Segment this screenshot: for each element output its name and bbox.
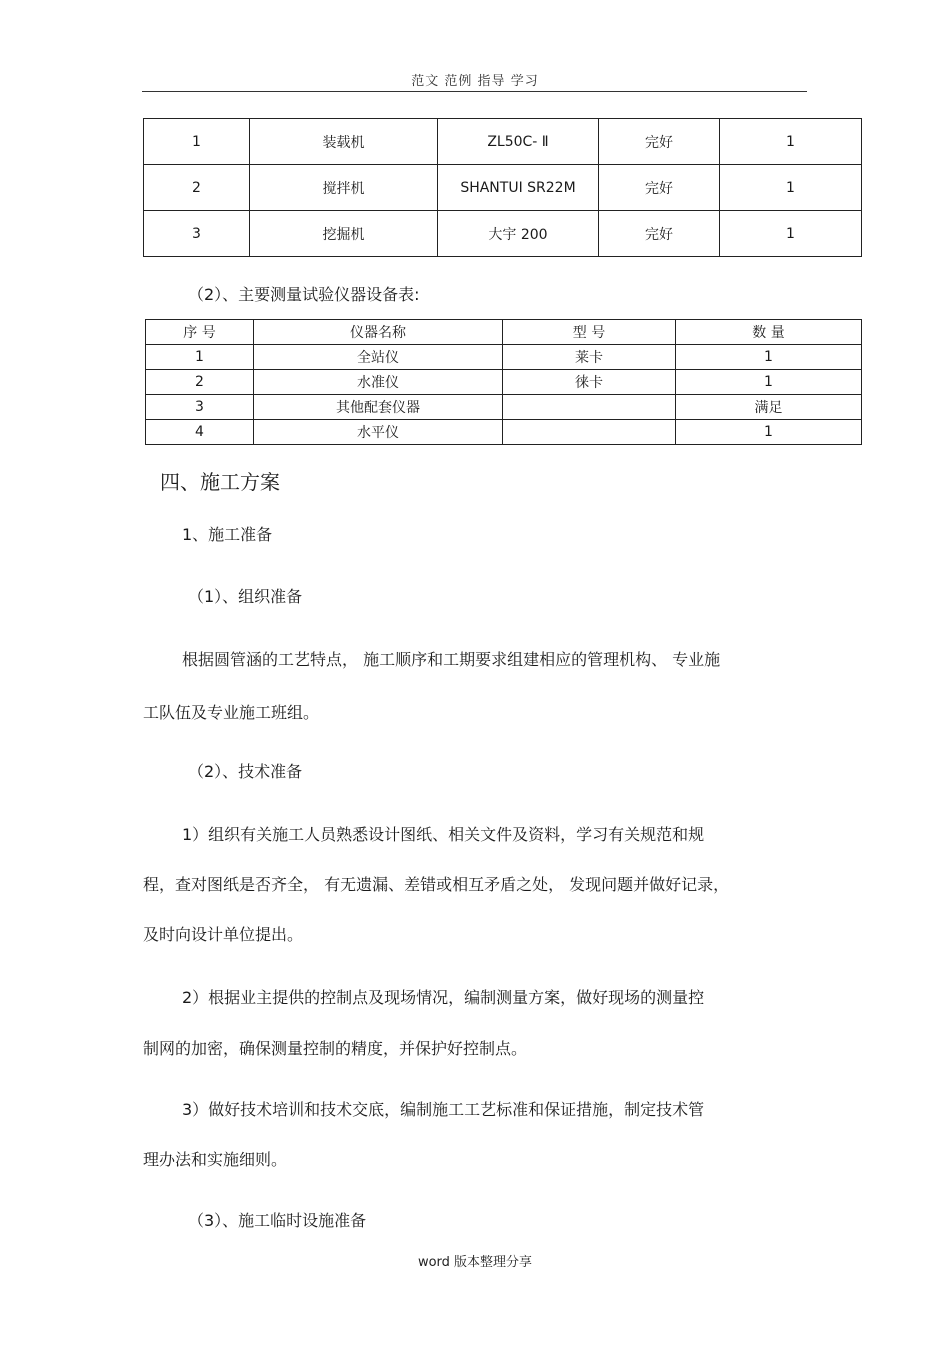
table-cell: ZL50C- Ⅱ bbox=[438, 119, 599, 165]
page-footer: word 版本整理分享 bbox=[417, 1255, 533, 1270]
table-cell: 完好 bbox=[599, 165, 720, 211]
table-cell: 1 bbox=[720, 165, 862, 211]
subheading-organization-prep: （1）、组织准备 bbox=[188, 587, 303, 606]
table-cell: 搅拌机 bbox=[250, 165, 438, 211]
table-cell: 3 bbox=[146, 395, 254, 420]
table-cell: 2 bbox=[144, 165, 250, 211]
paragraph-line: 工队伍及专业施工班组。 bbox=[143, 703, 320, 722]
table-cell: 1 bbox=[676, 370, 862, 395]
page-header: 范文 范例 指导 学习 bbox=[411, 74, 539, 89]
table-cell: 2 bbox=[146, 370, 254, 395]
column-header: 数 量 bbox=[676, 320, 862, 345]
column-header: 仪器名称 bbox=[254, 320, 503, 345]
table-row bbox=[146, 370, 862, 395]
section-title: 四、施工方案 bbox=[160, 470, 280, 494]
table-cell: 满足 bbox=[676, 395, 862, 420]
table-cell: 1 bbox=[720, 119, 862, 165]
table-row bbox=[146, 420, 862, 445]
table-cell: 装载机 bbox=[250, 119, 438, 165]
subheading-temporary-facilities: （3）、施工临时设施准备 bbox=[188, 1211, 367, 1230]
paragraph-line: 3）做好技术培训和技术交底，编制施工工艺标准和保证措施，制定技术管 bbox=[182, 1100, 705, 1119]
column-header: 序 号 bbox=[146, 320, 254, 345]
table-cell: 徕卡 bbox=[503, 370, 676, 395]
paragraph-line: 理办法和实施细则。 bbox=[143, 1150, 288, 1169]
paragraph-line: 1）组织有关施工人员熟悉设计图纸、相关文件及资料，学习有关规范和规 bbox=[182, 825, 705, 844]
table-row bbox=[144, 211, 862, 257]
table-cell bbox=[503, 395, 676, 420]
header-divider bbox=[142, 91, 807, 92]
instrument-table-caption: （2）、主要测量试验仪器设备表: bbox=[188, 285, 420, 304]
paragraph-line: 2）根据业主提供的控制点及现场情况，编制测量方案，做好现场的测量控 bbox=[182, 988, 705, 1007]
subheading-construction-prep: 1、施工准备 bbox=[182, 525, 273, 544]
table-cell: 挖掘机 bbox=[250, 211, 438, 257]
table-cell: 水准仪 bbox=[254, 370, 503, 395]
equipment-table bbox=[143, 118, 862, 257]
table-cell: 1 bbox=[676, 345, 862, 370]
table-cell: 4 bbox=[146, 420, 254, 445]
paragraph-line: 及时向设计单位提出。 bbox=[143, 925, 304, 944]
subheading-technical-prep: （2）、技术准备 bbox=[188, 762, 303, 781]
table-row bbox=[146, 395, 862, 420]
instrument-table bbox=[145, 319, 862, 445]
table-cell: 水平仪 bbox=[254, 420, 503, 445]
table-cell: 3 bbox=[144, 211, 250, 257]
table-cell: 1 bbox=[144, 119, 250, 165]
table-cell: 其他配套仪器 bbox=[254, 395, 503, 420]
table-cell: 1 bbox=[146, 345, 254, 370]
table-cell: SHANTUI SR22M bbox=[438, 165, 599, 211]
paragraph-line: 程，查对图纸是否齐全， 有无遗漏、差错或相互矛盾之处， 发现问题并做好记录， bbox=[143, 875, 730, 894]
table-cell: 大宇 200 bbox=[438, 211, 599, 257]
table-cell: 完好 bbox=[599, 211, 720, 257]
paragraph-line: 根据圆管涵的工艺特点， 施工顺序和工期要求组建相应的管理机构、 专业施 bbox=[182, 650, 721, 669]
column-header: 型 号 bbox=[503, 320, 676, 345]
table-cell: 莱卡 bbox=[503, 345, 676, 370]
table-cell: 全站仪 bbox=[254, 345, 503, 370]
table-header-row bbox=[146, 320, 862, 345]
table-row bbox=[144, 119, 862, 165]
table-cell: 1 bbox=[676, 420, 862, 445]
table-cell bbox=[503, 420, 676, 445]
table-row bbox=[146, 345, 862, 370]
table-cell: 1 bbox=[720, 211, 862, 257]
table-cell: 完好 bbox=[599, 119, 720, 165]
paragraph-line: 制网的加密，确保测量控制的精度，并保护好控制点。 bbox=[143, 1039, 528, 1058]
table-row bbox=[144, 165, 862, 211]
